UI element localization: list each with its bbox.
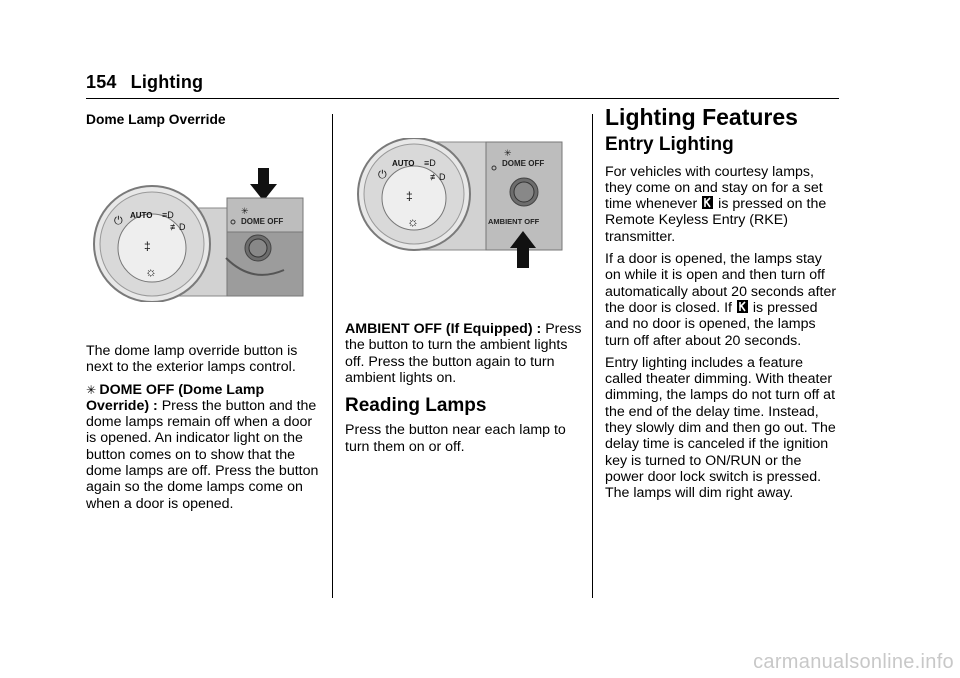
page-number: 154 bbox=[86, 72, 117, 92]
unlock-key-icon bbox=[702, 196, 713, 209]
page-header bbox=[86, 72, 203, 93]
header-divider bbox=[86, 98, 839, 99]
dome-icon: ✳ bbox=[86, 382, 100, 397]
ambient-off-description bbox=[345, 321, 585, 386]
dome-off-label-left: DOME OFF bbox=[241, 217, 284, 226]
dome-lamp-intro: The dome lamp override button is next to the exterior lamps control. bbox=[86, 343, 298, 376]
svg-text:⏻: ⏻ bbox=[114, 215, 123, 227]
para2-end: is pressed and no door is opened, the lamps turn off after about 20 seconds. bbox=[605, 299, 818, 349]
svg-text:⏻: ⏻ bbox=[378, 169, 387, 181]
down-arrow-icon bbox=[250, 168, 277, 201]
dome-off-description bbox=[86, 382, 326, 512]
column-divider-right bbox=[592, 114, 593, 598]
svg-text:✳: ✳ bbox=[241, 206, 249, 216]
reading-lamps-heading: Reading Lamps bbox=[345, 395, 487, 417]
ambient-off-label: AMBIENT OFF (If Equipped) : bbox=[345, 321, 542, 337]
svg-text:≡D: ≡D bbox=[162, 210, 174, 220]
svg-text:☼: ☼ bbox=[407, 214, 419, 229]
dome-lamp-figure bbox=[92, 166, 314, 302]
svg-text:✳: ✳ bbox=[504, 148, 512, 158]
dome-off-text: Press the button and the dome lamps remain off when a door is opened. An indicator light on the button comes on to show that the dome lamps are off. Press the button again so the dome lamps come on when a door is opened. bbox=[86, 397, 319, 512]
ambient-off-label-fig: AMBIENT OFF bbox=[488, 217, 540, 226]
reading-lamps-text: Press the button near each lamp to turn them on or off. bbox=[345, 422, 566, 455]
entry-lighting-para1 bbox=[605, 164, 841, 245]
ambient-off-text: Press the button to turn the ambient lights off. Press the button again to turn ambient lights on. bbox=[345, 321, 582, 386]
svg-text:‡: ‡ bbox=[406, 189, 413, 203]
watermark: carmanualsonline.info bbox=[753, 651, 954, 673]
svg-text:‡: ‡ bbox=[144, 239, 151, 253]
middle-body bbox=[345, 321, 585, 461]
para2-start: If a door is opened, the lamps stay on while it is open and then turn off automatically about 20 seconds after the door is closed. If bbox=[605, 251, 837, 316]
column-divider-left bbox=[332, 114, 333, 598]
unlock-key-icon bbox=[737, 300, 748, 313]
left-body bbox=[86, 343, 326, 518]
auto-label-mid: AUTO bbox=[392, 159, 415, 168]
entry-lighting-heading: Entry Lighting bbox=[605, 134, 734, 156]
entry-lighting-para3: Entry lighting includes a feature called theater dimming. With theater dimming, the lamps do not turn off at the end of the delay time. Instead, they slowly dim and then go out. The delay time is canceled if the ignition key is turned to ON/RUN or the power door lock switch is pressed. The lamps will dim right away. bbox=[605, 354, 836, 502]
dome-off-label-mid: DOME OFF bbox=[502, 159, 545, 168]
lighting-features-heading: Lighting Features bbox=[605, 104, 798, 130]
dome-lamp-heading: Dome Lamp Override bbox=[86, 112, 226, 127]
left-column bbox=[86, 112, 324, 128]
ambient-figure bbox=[352, 138, 570, 270]
dome-off-label: DOME OFF (Dome Lamp Override) : bbox=[86, 381, 265, 414]
right-column bbox=[605, 104, 841, 508]
auto-label-left: AUTO bbox=[130, 211, 153, 220]
para1-start: For vehicles with courtesy lamps, they come on and stay on for a set time whenever bbox=[605, 163, 823, 213]
entry-lighting-para2 bbox=[605, 251, 841, 349]
section-title: Lighting bbox=[130, 72, 204, 92]
svg-text:≢D: ≢D bbox=[430, 172, 446, 182]
svg-text:☼: ☼ bbox=[145, 264, 157, 279]
para1-end: is pressed on the Remote Keyless Entry (RKE) transmitter. bbox=[605, 196, 827, 245]
svg-text:≡D: ≡D bbox=[424, 158, 436, 168]
svg-text:≢D: ≢D bbox=[170, 222, 186, 232]
